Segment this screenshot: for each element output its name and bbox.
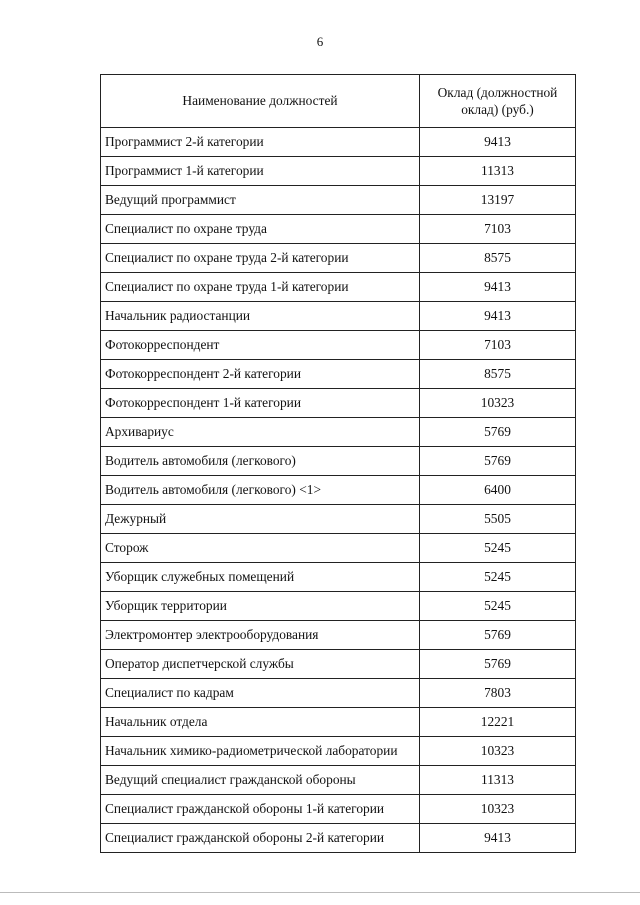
salary-cell: 5769: [420, 650, 576, 679]
position-name-cell: Оператор диспетчерской службы: [101, 650, 420, 679]
salary-cell: 9413: [420, 302, 576, 331]
table-row: [101, 592, 576, 621]
table-row: [101, 795, 576, 824]
salary-cell: 6400: [420, 476, 576, 505]
salary-cell: 5245: [420, 563, 576, 592]
salary-cell: 5769: [420, 447, 576, 476]
position-name-cell: Специалист по охране труда 2-й категории: [101, 244, 420, 273]
salary-cell: 8575: [420, 360, 576, 389]
salary-cell: 11313: [420, 157, 576, 186]
position-name-cell: Архивариус: [101, 418, 420, 447]
position-name-cell: Специалист гражданской обороны 2-й категории: [101, 824, 420, 853]
position-name-cell: Фотокорреспондент 2-й категории: [101, 360, 420, 389]
salary-cell: 9413: [420, 128, 576, 157]
position-name-cell: Программист 1-й категории: [101, 157, 420, 186]
page-number: 6: [316, 34, 324, 49]
salary-cell: 13197: [420, 186, 576, 215]
position-name-cell: Начальник химико-радиометрической лаборатории: [101, 737, 420, 766]
position-name-cell: Уборщик служебных помещений: [101, 563, 420, 592]
salary-cell: 9413: [420, 273, 576, 302]
salary-cell: 7103: [420, 331, 576, 360]
salary-cell: 5245: [420, 592, 576, 621]
position-name-cell: Дежурный: [101, 505, 420, 534]
salary-cell: 11313: [420, 766, 576, 795]
table-row: [101, 708, 576, 737]
table-row: [101, 302, 576, 331]
table-header-row: [101, 75, 576, 128]
salary-cell: 7803: [420, 679, 576, 708]
table-row: [101, 244, 576, 273]
table-body: [101, 128, 576, 853]
position-name-cell: Водитель автомобиля (легкового): [101, 447, 420, 476]
table-row: [101, 273, 576, 302]
position-name-cell: Специалист по охране труда 1-й категории: [101, 273, 420, 302]
salary-cell: 5769: [420, 418, 576, 447]
position-name-cell: Электромонтер электрооборудования: [101, 621, 420, 650]
salary-cell: 10323: [420, 795, 576, 824]
table-row: [101, 534, 576, 563]
salary-cell: 10323: [420, 737, 576, 766]
position-name-cell: Фотокорреспондент: [101, 331, 420, 360]
table-row: [101, 824, 576, 853]
salary-cell: 7103: [420, 215, 576, 244]
table-row: [101, 215, 576, 244]
position-name-cell: Специалист по кадрам: [101, 679, 420, 708]
salary-cell: 10323: [420, 389, 576, 418]
position-name-cell: Ведущий программист: [101, 186, 420, 215]
position-name-cell: Программист 2-й категории: [101, 128, 420, 157]
table-row: [101, 766, 576, 795]
table-row: [101, 447, 576, 476]
table-row: [101, 679, 576, 708]
position-name-cell: Специалист гражданской обороны 1-й категории: [101, 795, 420, 824]
header-position-name: Наименование должностей: [101, 75, 420, 128]
table-row: [101, 331, 576, 360]
table-row: [101, 650, 576, 679]
position-name-cell: Специалист по охране труда: [101, 215, 420, 244]
position-name-cell: Начальник радиостанции: [101, 302, 420, 331]
salary-cell: 9413: [420, 824, 576, 853]
salary-cell: 5505: [420, 505, 576, 534]
salary-cell: 5769: [420, 621, 576, 650]
table-row: [101, 360, 576, 389]
table-row: [101, 128, 576, 157]
salary-cell: 5245: [420, 534, 576, 563]
table-row: [101, 621, 576, 650]
table-row: [101, 737, 576, 766]
salary-table: [100, 74, 576, 853]
table-row: [101, 186, 576, 215]
position-name-cell: Ведущий специалист гражданской обороны: [101, 766, 420, 795]
header-salary: Оклад (должностной оклад) (руб.): [420, 75, 576, 128]
position-name-cell: Уборщик территории: [101, 592, 420, 621]
salary-cell: 8575: [420, 244, 576, 273]
table-row: [101, 418, 576, 447]
table-row: [101, 563, 576, 592]
position-name-cell: Начальник отдела: [101, 708, 420, 737]
table-row: [101, 505, 576, 534]
salary-cell: 12221: [420, 708, 576, 737]
page-bottom-rule: [0, 892, 640, 893]
position-name-cell: Сторож: [101, 534, 420, 563]
table-row: [101, 389, 576, 418]
position-name-cell: Фотокорреспондент 1-й категории: [101, 389, 420, 418]
position-name-cell: Водитель автомобиля (легкового) <1>: [101, 476, 420, 505]
table-row: [101, 476, 576, 505]
table-row: [101, 157, 576, 186]
